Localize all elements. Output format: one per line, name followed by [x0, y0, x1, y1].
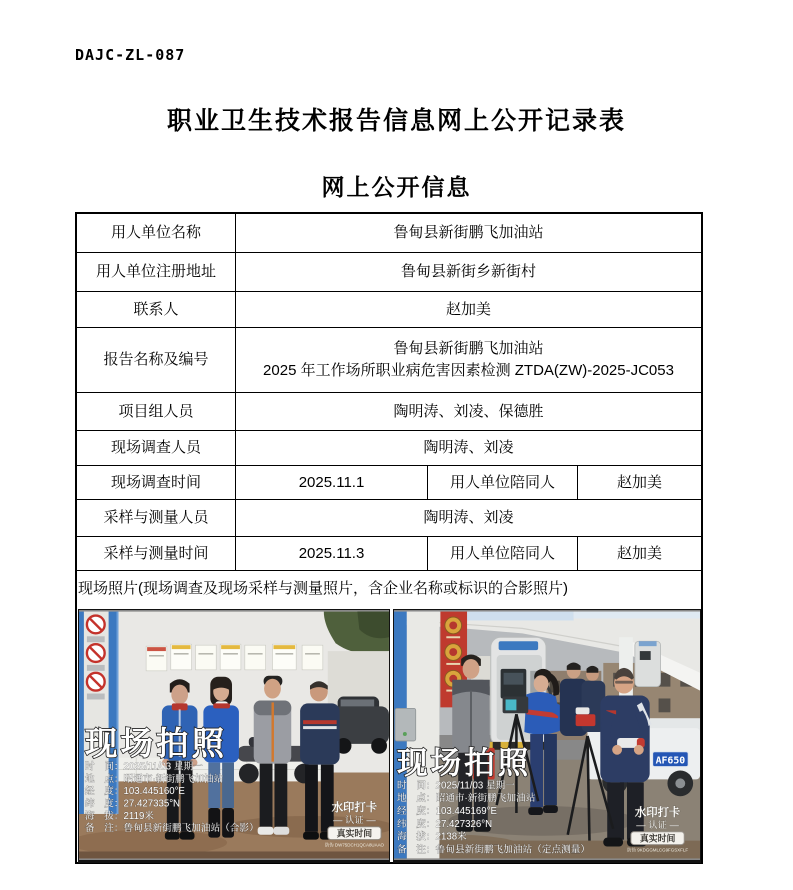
row-label: 现场调查时间 [110, 473, 201, 491]
report-name-line1: 鲁甸县新街鹏飞加油站 [393, 340, 544, 358]
page-subtitle: 网上公开信息 [321, 174, 472, 200]
watermark-line: 纬 度：27.427326°N [396, 818, 493, 830]
row-value: 鲁甸县新街鹏飞加油站 [235, 214, 701, 252]
row-value: 2025.11.1 [235, 466, 427, 499]
watermark-line: 地 点：昭通市·新街鹏飞加油站 [84, 773, 224, 785]
table-row [77, 465, 701, 499]
row-label: 项目组人员 [118, 402, 194, 420]
watermark-line: 备 注：鲁甸县新街鹏飞加油站（合影） [84, 823, 259, 835]
row-value: 鲁甸县新街乡新街村 [235, 253, 701, 291]
table-row [77, 499, 701, 536]
watermark-line: 时 间：2025/11/03 星期一 [84, 761, 203, 773]
table-row [77, 214, 701, 252]
row-value: 陶明涛、刘凌 [235, 500, 701, 536]
companion-label: 用人单位陪同人 [427, 466, 577, 499]
table-row [77, 392, 701, 430]
row-label: 采样与测量时间 [103, 544, 209, 562]
row-label: 报告名称及编号 [103, 351, 209, 369]
watermark-line: 纬 度：27.427335°N [84, 798, 181, 810]
report-name-line2: 2025 年工作场所职业病危害因素检测 ZTDA(ZW)-2025-JC053 [263, 362, 674, 379]
row-value: 陶明涛、刘凌、保德胜 [235, 393, 701, 430]
companion-value: 赵加美 [577, 537, 701, 570]
row-value: 陶明涛、刘凌 [235, 431, 701, 465]
row-label: 用人单位名称 [110, 224, 201, 242]
watermark-title: 现场拍照 [84, 725, 228, 762]
no-open-flame-sign [87, 644, 105, 671]
photo-measurement-right [393, 609, 701, 863]
row-label: 联系人 [133, 300, 179, 318]
watermark-stamp-cert: — 认证 — [333, 814, 376, 825]
row-label: 用人单位注册地址 [95, 263, 216, 281]
photo-caption: 现场照片(现场调查及现场采样与测量照片，含企业名称或标识的合影照片) [77, 570, 701, 604]
table-row [77, 291, 701, 327]
real-time-badge: 真实时间 [336, 828, 373, 839]
real-time-badge: 真实时间 [639, 833, 676, 844]
photo-group-left [78, 609, 390, 863]
table-row [77, 430, 701, 465]
license-plate: AF650 [655, 755, 686, 767]
watermark-stamp: 水印打卡 [634, 806, 681, 819]
row-value: 2025.11.3 [235, 537, 427, 570]
watermark-line: 备 注：鲁甸县新街鹏飞加油站（定点测量） [396, 844, 591, 856]
table-row [77, 327, 701, 392]
watermark-stamp-cert: — 认证 — [636, 819, 679, 830]
row-value: 赵加美 [235, 292, 701, 327]
companion-label: 用人单位陪同人 [427, 537, 577, 570]
doc-code: DAJC-ZL-087 [75, 46, 186, 64]
table-row [77, 252, 701, 291]
anticounterfeit-code: 防伪 9KDGGMLCG9FGSXFLF [627, 847, 689, 853]
companion-value: 赵加美 [577, 466, 701, 499]
watermark-line: 地 点：昭通市·新街鹏飞加油站 [396, 793, 536, 805]
table-row [77, 536, 701, 570]
row-label: 现场调查人员 [110, 439, 201, 457]
row-label: 采样与测量人员 [103, 509, 209, 527]
photo-row [77, 604, 701, 862]
watermark-stamp: 水印打卡 [331, 802, 378, 815]
anticounterfeit-code: 防伪 DW75DCH1QCA8UAAO [324, 842, 385, 848]
watermark-line: 时 间：2025/11/03 星期一 [396, 780, 515, 792]
no-phone-sign [87, 673, 105, 700]
page-title: 职业卫生技术报告信息网上公开记录表 [166, 107, 626, 135]
row-value [235, 328, 701, 392]
watermark-title: 现场拍照 [396, 746, 532, 781]
watermark-line: 海 拔：2138米 [396, 831, 467, 843]
watermark-line: 经 度：103.445169°E [396, 805, 497, 817]
info-table [75, 212, 703, 864]
watermark-line: 海 拔：2119米 [84, 810, 154, 822]
watermark-line: 经 度：103.445160°E [84, 786, 185, 798]
no-smoking-sign [87, 616, 105, 643]
